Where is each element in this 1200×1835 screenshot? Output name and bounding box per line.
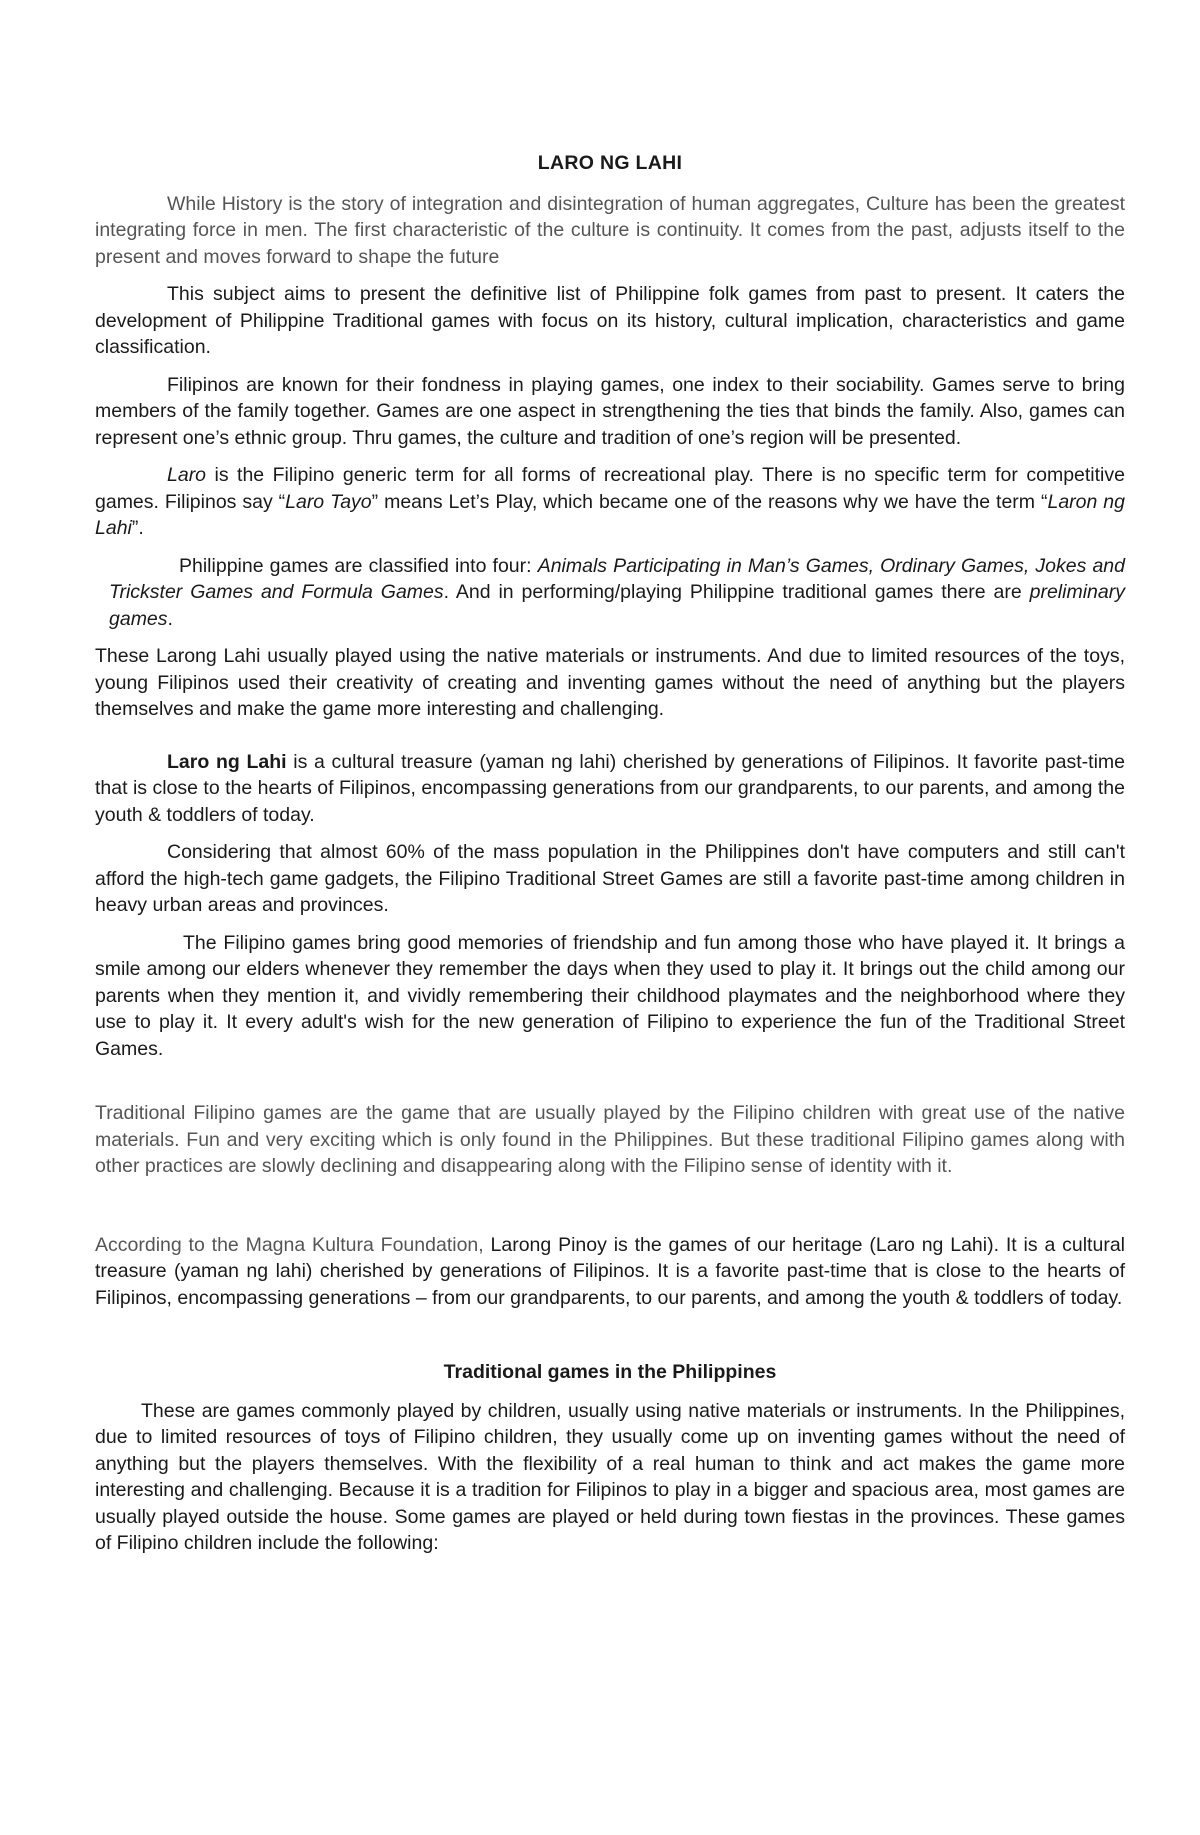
term-preliminary-games: preliminary games <box>109 581 1125 630</box>
paragraph-traditional-declining: Traditional Filipino games are the game that are usually played by the Filipino children with great use of the native materials. Fun and very exciting which is only found in the Philippines. But these traditional Filipino games along with other practices are slowly declining and disappearing along with the Filipino sense of identity with it. <box>95 1102 1125 1177</box>
paragraph-good-memories: The Filipino games bring good memories of friendship and fun among those who have played it. It brings a smile among our elders whenever they remember the days when they used to play it. It brings out the child among our parents when they mention it, and vividly remembering their childhood playmates and the neighborhood where they use to play it. It every adult's wish for the new generation of Filipino to experience the fun of the Traditional Street Games. <box>95 931 1125 1060</box>
term-laron-ng-lahi: Laron ng Lahi <box>95 490 1125 539</box>
term-laro: Laro <box>167 464 207 486</box>
text: . <box>167 607 173 630</box>
text: is the Filipino generic term for all forms of recreational play. There is no specific term for competitive games. Filipinos say “ <box>95 464 1125 513</box>
section-subtitle: Traditional games in the Philippines <box>443 1361 777 1383</box>
paragraph-magna-kultura <box>95 1232 1125 1312</box>
paragraph-population-statistic: Considering that almost 60% of the mass population in the Philippines don't have computers and still can't afford the high-tech game gadgets, the Filipino Traditional Street Games are still a favorite past-time among children in heavy urban areas and provinces. <box>95 841 1125 916</box>
text: Philippine games are classified into four: <box>179 554 538 577</box>
paragraph-fondness-games: Filipinos are known for their fondness in playing games, one index to their sociability. Games serve to bring members of the family together. Games are one aspect in strengthening the ties that binds the family. Also, games can represent one’s ethnic group. Thru games, the culture and tradition of one’s region will be presented. <box>95 373 1125 449</box>
paragraph-history-culture: While History is the story of integration and disintegration of human aggregates, Culture has been the greatest integrating force in men. The first characteristic of the culture is continuity. It comes from the past, adjusts itself to the present and moves forward to shape the future <box>95 192 1125 268</box>
text: ”. <box>131 517 144 539</box>
paragraph-cultural-treasure <box>95 749 1125 829</box>
document-page <box>95 150 1125 1568</box>
text: Larong Pinoy is the games of our heritage (Laro ng Lahi). It is a cultural treasure (yaman ng lahi) cherished by generations of Filipinos. It is a favorite past-time that is close to the hearts of Filipinos, encompassing generations – from our grandparents, to our parents, and among the youth & toddlers of today. <box>95 1233 1125 1309</box>
text: is a cultural treasure (yaman ng lahi) cherished by generations of Filipinos. It favorite past-time that is close to the hearts of Filipinos, encompassing generations from our grandparents, to our parents, and among the youth & toddlers of today. <box>95 750 1125 826</box>
source-attribution: According to the Magna Kultura Foundation, <box>95 1233 491 1256</box>
paragraph-larong-lahi-materials: These Larong Lahi usually played using the native materials or instruments. And due to limited resources of the toys, young Filipinos used their creativity of creating and inventing games without the need of anything but the players themselves and make the game more interesting and challenging. <box>95 645 1125 720</box>
paragraph-classification <box>109 553 1125 633</box>
document-title: LARO NG LAHI <box>537 152 683 174</box>
game-classes: Animals Participating in Man’s Games, Ordinary Games, Jokes and Trickster Games and Formula Games <box>109 554 1126 603</box>
paragraph-laro-term <box>95 462 1125 542</box>
paragraph-games-commonly-played: These are games commonly played by children, usually using native materials or instruments. In the Philippines, due to limited resources of toys of Filipino children, they usually come up on inventing games without the need of anything but the players themselves. With the flexibility of a real human to think and act makes the game more interesting and challenging. Because it is a tradition for Filipinos to play in a bigger and spacious area, most games are usually played outside the house. Some games are played or held during town fiestas in the provinces. These games of Filipino children include the following: <box>95 1399 1125 1554</box>
paragraph-subject-aim: This subject aims to present the definitive list of Philippine folk games from past to present. It caters the development of Philippine Traditional games with focus on its history, cultural implication, characteristics and game classification. <box>95 283 1125 358</box>
term-laro-tayo: Laro Tayo <box>285 490 372 513</box>
term-laro-ng-lahi: Laro ng Lahi <box>167 750 287 773</box>
text: . And in performing/playing Philippine traditional games there are <box>443 581 1030 603</box>
text: ” means Let’s Play, which became one of the reasons why we have the term “ <box>371 490 1048 513</box>
